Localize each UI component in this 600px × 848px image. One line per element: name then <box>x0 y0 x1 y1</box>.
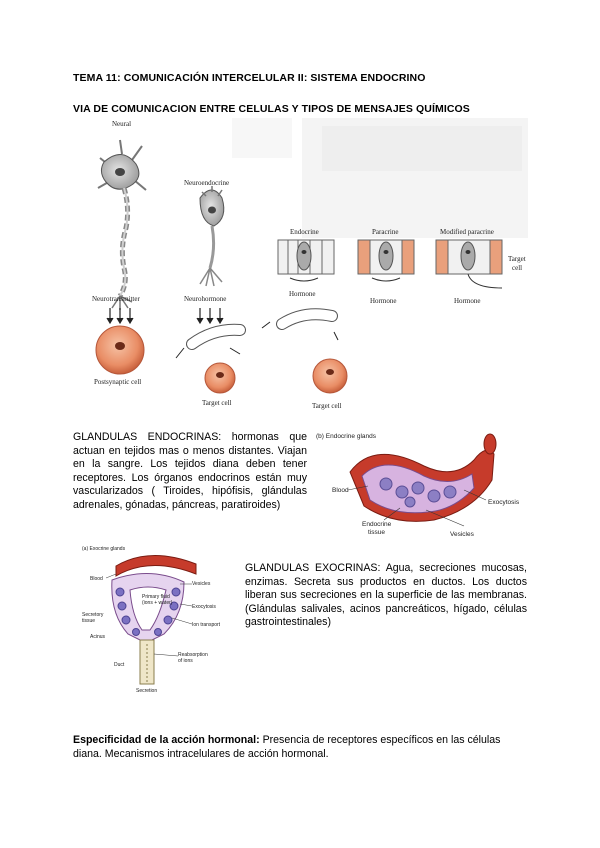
endocrine-label-blood: Blood <box>332 487 349 494</box>
label-neurohormone: Neurohormone <box>184 295 227 303</box>
label-hormone-2: Hormone <box>370 297 397 305</box>
exocrine-label-secretion: Secretion <box>136 688 158 694</box>
communication-types-figure <box>72 118 528 413</box>
exocrine-figure-caption: (a) Exocrine glands <box>82 546 126 552</box>
exocrine-label-ion-transport: Ion transport <box>192 622 221 628</box>
endocrine-glands-paragraph: GLANDULAS ENDOCRINAS: hormonas que actuan en tejidos mas o menos distantes. Viajan en la sangre. Los tejidos diana deben tener receptores. Los órganos endocrinos están muy vascularizados ( Tiroides, hipófisis, glándulas adrenales, gónadas, páncreas, paratiroides) <box>73 431 307 511</box>
exocrine-label-ions-water: (ions + water) <box>142 600 173 606</box>
endocrine-figure-caption: (b) Endocrine glands <box>316 433 376 440</box>
exocrine-label-acinus: Acinus <box>90 634 106 640</box>
exocrine-label-secretory-2: tissue <box>82 618 96 624</box>
label-neurotransmitter: Neurotransmitter <box>92 295 140 303</box>
label-modified-paracrine: Modified paracrine <box>440 228 494 236</box>
label-target-cell-2: Target cell <box>312 402 342 410</box>
target-cell-image-2 <box>313 359 347 393</box>
endocrine-glands-figure <box>314 430 520 542</box>
exocrine-glands-figure <box>80 544 232 694</box>
label-target-side-2: cell <box>512 264 523 272</box>
exocrine-label-exocytosis: Exocytosis <box>192 604 216 610</box>
page-title: TEMA 11: COMUNICACIÓN INTERCELULAR II: SISTEMA ENDOCRINO <box>73 72 426 84</box>
label-target-cell-1: Target cell <box>202 399 232 407</box>
paracrine-cells-image <box>358 240 414 281</box>
hormone-specificity-paragraph <box>73 734 528 761</box>
label-hormone-3: Hormone <box>454 297 481 305</box>
label-paracrine: Paracrine <box>372 228 399 236</box>
section-subtitle: VIA DE COMUNICACION ENTRE CELULAS Y TIPOS DE MENSAJES QUÍMICOS <box>73 103 470 115</box>
endocrine-label-exocytosis: Exocytosis <box>488 499 520 506</box>
exocrine-label-reabsorption-1: Reabsorption <box>178 652 208 658</box>
modified-paracrine-cells-image <box>436 240 502 288</box>
label-neuroendocrine: Neuroendocrine <box>184 179 230 187</box>
label-endocrine: Endocrine <box>290 228 319 236</box>
label-postsynaptic-cell: Postsynaptic cell <box>94 378 142 386</box>
exocrine-label-duct: Duct <box>114 662 125 668</box>
endocrine-cells-image <box>278 240 334 281</box>
exocrine-glands-paragraph: GLANDULAS EXOCRINAS: Agua, secreciones mucosas, enzimas. Secreta sus productos en ductos. Los ductos liberan sus secreciones en la superficie de las membranas. (Glándulas salivales, acinos pancreáticos, hígado, células gastrointestinales) <box>245 562 527 629</box>
hormone-specificity-title: Especificidad de la acción hormonal: <box>73 734 260 746</box>
neuroendocrine-neuron-image <box>200 186 224 286</box>
exocrine-label-secretory-1: Secretory <box>82 612 104 618</box>
endocrine-label-vesicles: Vesicles <box>450 531 474 538</box>
exocrine-label-vesicles: Vesicles <box>192 581 211 587</box>
label-neural: Neural <box>112 120 132 128</box>
endocrine-label-tissue-1: Endocrine <box>362 521 392 528</box>
exocrine-label-reabsorption-2: of ions <box>178 658 193 664</box>
label-target-side-1: Target <box>508 255 526 263</box>
neural-neuron-image <box>98 140 146 310</box>
label-hormone-1: Hormone <box>289 290 316 298</box>
release-arrows <box>107 308 223 323</box>
exocrine-label-primary-fluid: Primary fluid <box>142 594 170 600</box>
endocrine-label-tissue-2: tissue <box>368 529 385 536</box>
hormone-specificity-text: Presencia de receptores específicos en las células diana. Mecanismos intracelulares de acción hormonal. <box>73 734 501 760</box>
exocrine-label-blood: Blood <box>90 576 103 582</box>
